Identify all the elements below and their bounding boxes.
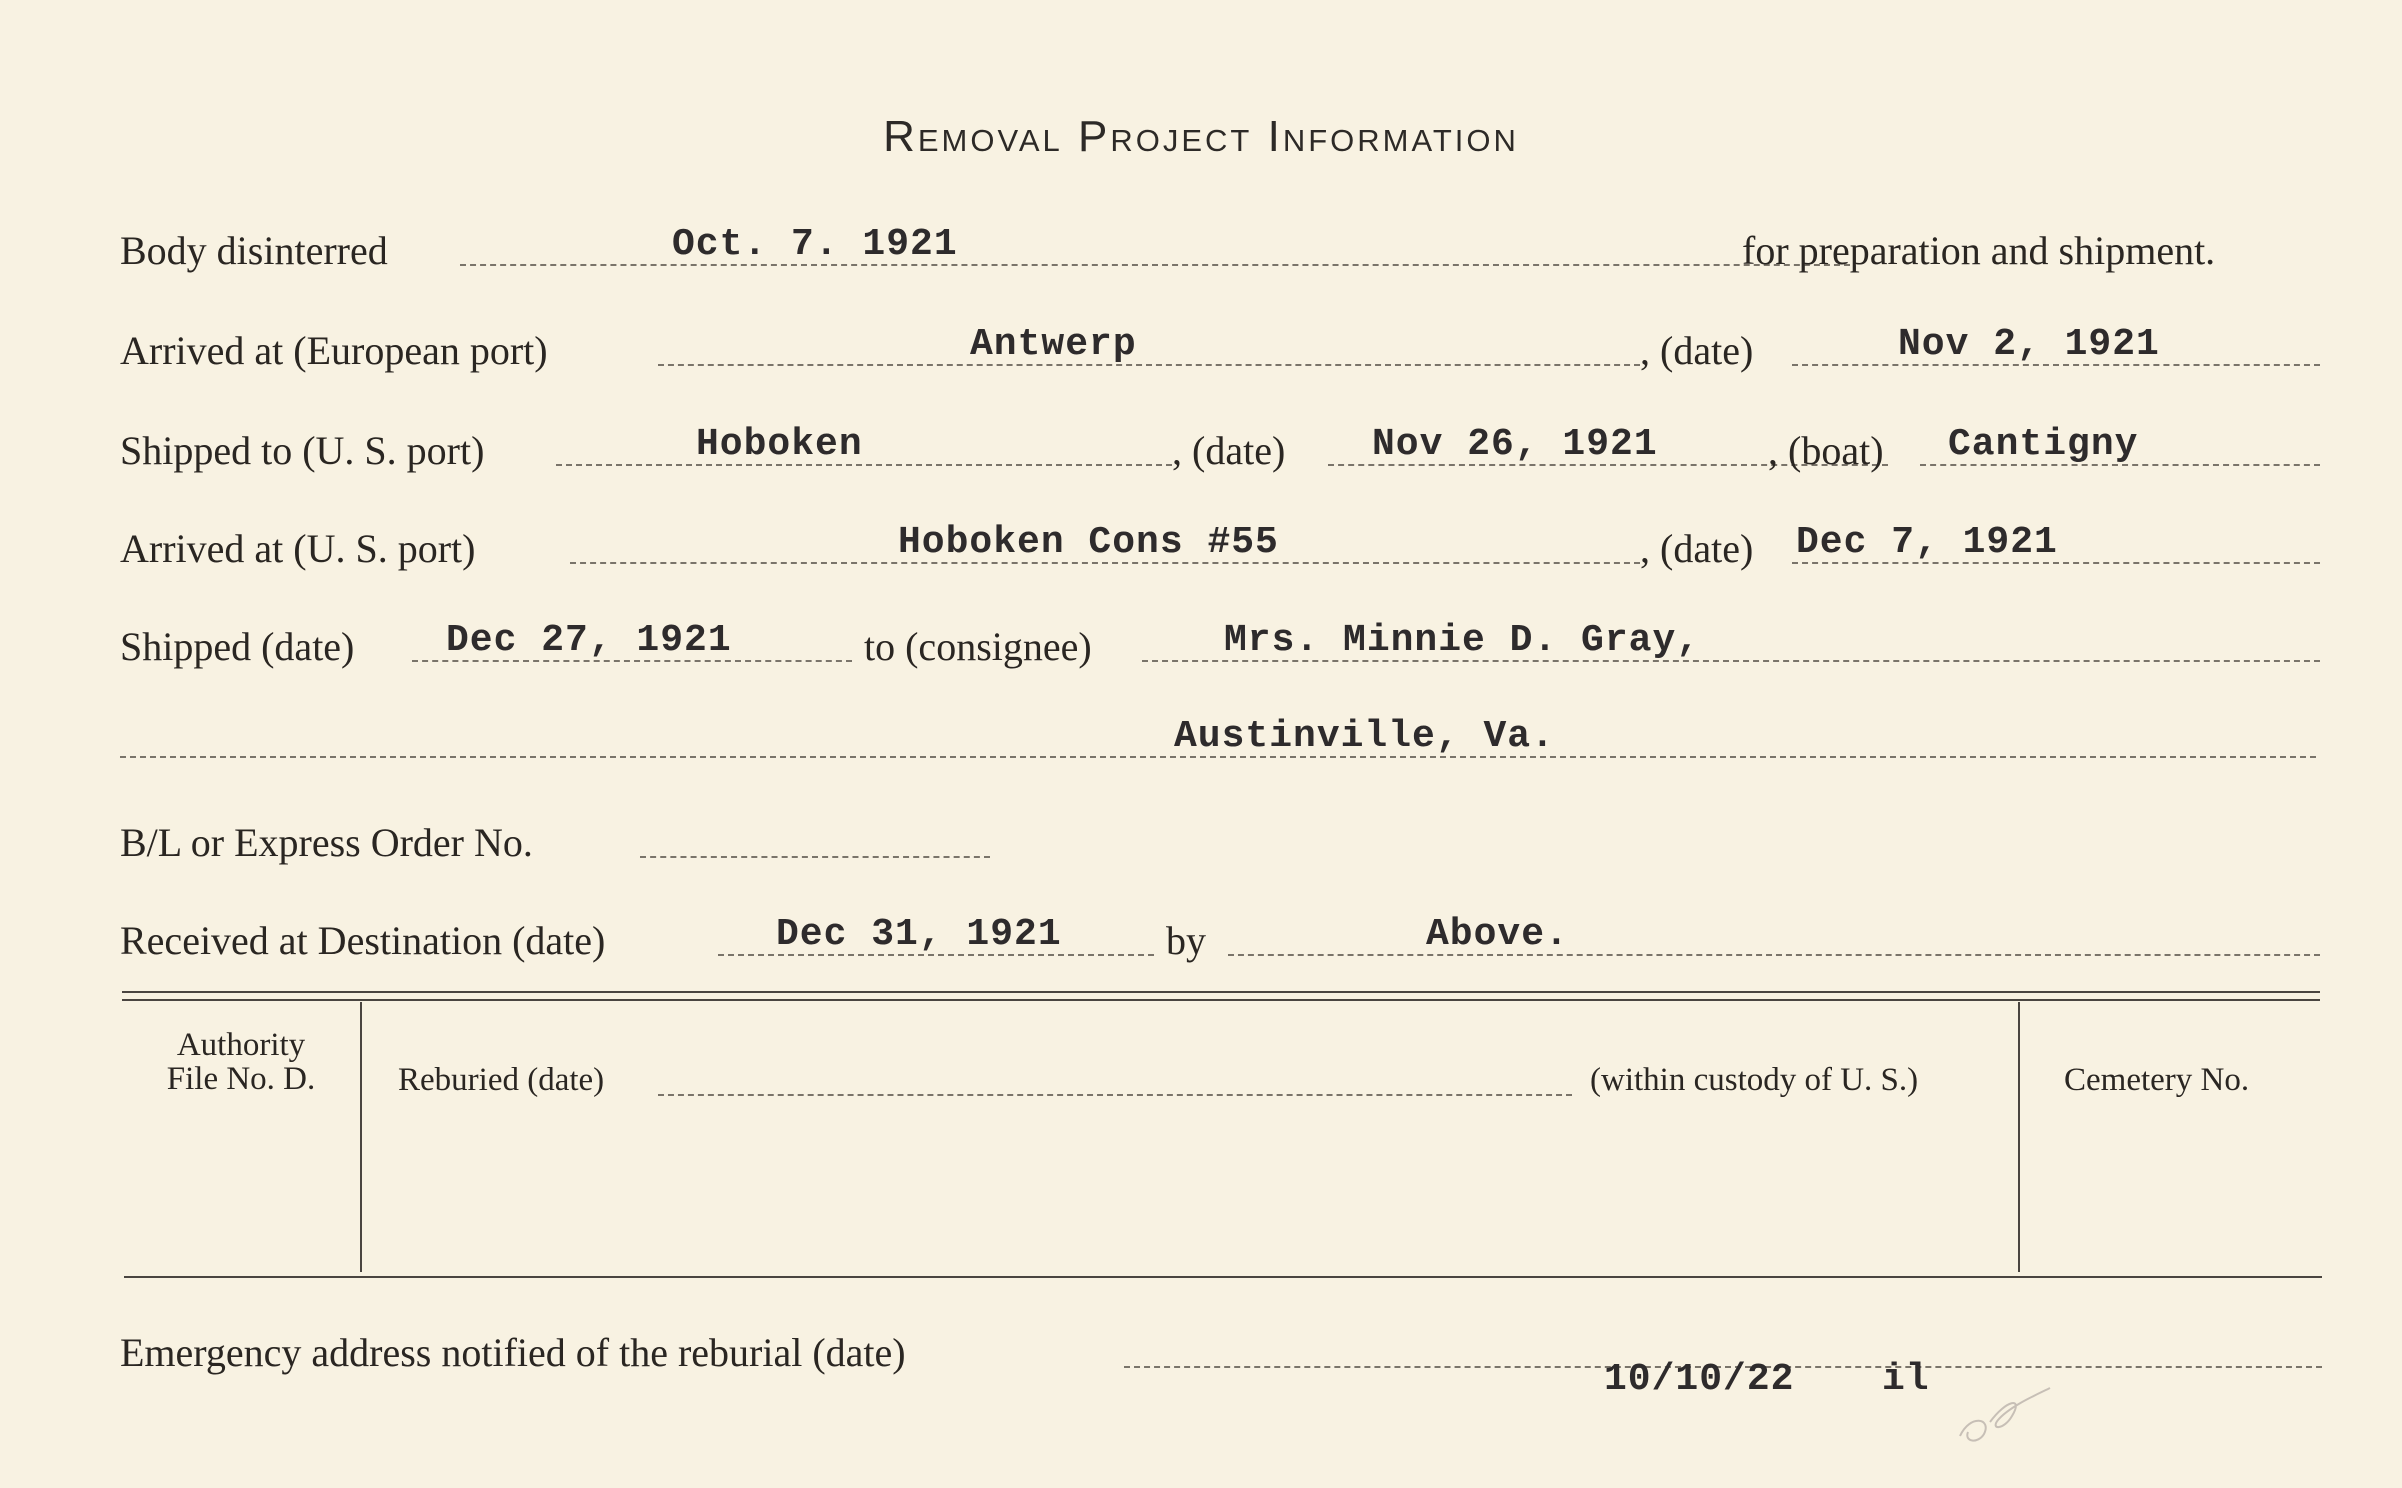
label-preparation-shipment: for preparation and shipment. [1742,228,2216,273]
value-received-date: Dec 31, 1921 [776,913,1062,956]
line-received-by [1228,954,2320,956]
authority-file-label [130,1028,352,1096]
label-emergency: Emergency address notified of the reburial (date) [120,1330,906,1375]
line-body-disinterred [460,264,1850,266]
pencil-mark-icon [1950,1378,2060,1458]
value-arrived-date: Dec 7, 1921 [1796,521,2058,564]
value-body-disinterred: Oct. 7. 1921 [672,223,958,266]
box-top-rule-1 [122,991,2320,993]
label-custody: (within custody of U. S.) [1590,1062,1919,1098]
value-emergency-initials: il [1882,1358,1930,1401]
value-shipped-date: Nov 26, 1921 [1372,423,1658,466]
label-received-by: by [1166,918,1206,963]
card-title: Removal Project Information [883,112,1519,161]
label-consignee: to (consignee) [864,624,1092,669]
row-arrived-us-port [120,518,2322,578]
label-european-date: , (date) [1640,328,1754,373]
label-arrived-date: , (date) [1640,526,1754,571]
row-shipped-consignee [120,616,2322,676]
label-shipped-date-2: Shipped (date) [120,624,355,669]
value-arrived-us-port: Hoboken Cons #55 [898,521,1279,564]
label-shipped-date: , (date) [1172,428,1286,473]
label-shipped-us-port: Shipped to (U. S. port) [120,428,485,473]
authority-line-2: File No. D. [166,1061,316,1097]
value-emergency-date: 10/10/22 [1604,1358,1795,1401]
value-european-port: Antwerp [970,323,1137,366]
row-emergency [120,1322,2322,1382]
row-european-port [120,320,2322,380]
line-european-port [658,364,1640,366]
value-shipped-us-port: Hoboken [696,423,863,466]
box-top-rule-2 [122,999,2320,1001]
row-body-disinterred [120,220,2322,280]
label-boat: , (boat) [1768,428,1884,473]
label-bl-order: B/L or Express Order No. [120,820,533,865]
label-body-disinterred: Body disinterred [120,228,388,273]
label-reburied: Reburied (date) [398,1062,605,1098]
box-divider-left [360,1002,362,1272]
line-bl-order [640,856,990,858]
authority-line-1: Authority [176,1027,306,1063]
value-boat: Cantigny [1948,423,2139,466]
value-shipped-date-2: Dec 27, 1921 [446,619,732,662]
value-european-date: Nov 2, 1921 [1898,323,2160,366]
box-divider-right [2018,1002,2020,1272]
line-reburied [658,1094,1572,1096]
value-consignee-address: Austinville, Va. [1174,715,1555,758]
box-bottom-rule [124,1276,2322,1278]
line-shipped-us-port [556,464,1172,466]
row-shipped-us-port [120,420,2322,480]
value-received-by: Above. [1426,913,1569,956]
label-cemetery-no: Cemetery No. [2064,1062,2250,1098]
row-consignee-address [120,712,2322,772]
label-european-port: Arrived at (European port) [120,328,548,373]
row-received [120,910,2322,970]
row-bl-order [120,812,2322,872]
label-arrived-us-port: Arrived at (U. S. port) [120,526,476,571]
label-received: Received at Destination (date) [120,918,606,963]
value-consignee-name: Mrs. Minnie D. Gray, [1224,619,1701,662]
